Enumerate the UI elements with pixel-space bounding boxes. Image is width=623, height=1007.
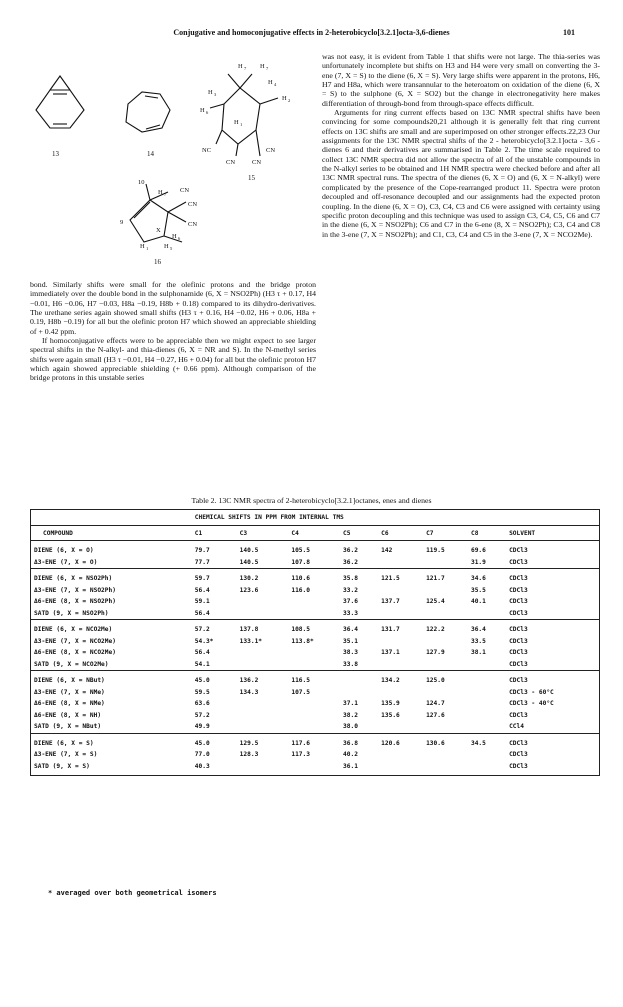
shift-cell: 119.5 [423,541,468,557]
shift-cell [237,596,289,608]
shift-cell: 31.9 [470,558,486,566]
compound-cell: Δ6-ENE (8, X = NH) [31,710,192,722]
shift-cell: 130.2 [237,569,289,585]
table-2 [30,509,600,776]
compound-cell: DIENE (6, X = NBut) [31,671,192,687]
label-16: 16 [154,258,161,266]
col-header: C6 [378,526,423,541]
shift-cell: 45.0 [192,671,237,687]
table-row [31,733,600,749]
shift-cell: 56.4 [194,586,210,594]
shift-cell: CDCl3 [506,557,599,569]
left-column [30,280,316,383]
label-cn1: CN [266,147,276,154]
col-header: SOLVENT [506,526,599,541]
shift-cell: CDCl3 - 60°C [506,687,599,699]
shift-cell: 125.4 [426,598,445,606]
shift-cell [423,659,468,671]
table-footnote: * averaged over both geometrical isomers [48,889,217,897]
shift-cell [288,608,340,620]
label-15: 15 [248,174,255,182]
shift-cell: 57.2 [194,711,210,719]
structure-15 [210,74,278,156]
shift-cell: 56.4 [194,649,210,657]
label-h7-sub: 7 [244,66,247,71]
shift-cell [468,749,506,761]
left-para-2: If homoconjugative effects were to be appreciable then we might expect to see larger spectral shifts in the N-alkyl- and thia-dienes (6, X = NR and S). In the N-methyl series shifts were again small (H3 τ −0.01, H4 −0.27, H6 + 0.04) for all but the olefinic proton H7 which again showed appreciable shielding (+ 0.66 ppm). Although comparison of the bridge protons in this unstable series [30,336,316,383]
table-row [31,557,600,569]
label-h5-sub: 5 [170,246,173,251]
shift-cell: 38.1 [470,649,486,657]
label-x16: X [156,227,161,234]
shift-cell: 116.0 [291,586,310,594]
label-h7b: H [260,63,265,70]
shift-cell: 49.9 [194,723,210,731]
shift-cell: 36.4 [340,620,378,636]
table-row [31,721,600,733]
label-h3-sub: 3 [214,92,217,97]
shift-cell [378,557,423,569]
shift-cell [378,608,423,620]
table-row [31,761,600,776]
shift-cell: CDCl3 [506,596,599,608]
shift-cell: 127.6 [426,711,445,719]
label-h4-sub: 4 [274,82,277,87]
shift-cell: 117.3 [291,751,310,759]
shift-cell [378,585,423,597]
shift-cell: 36.8 [340,733,378,749]
structures-figure [30,52,318,277]
label-h2: H [282,95,287,102]
shift-cell [423,585,468,597]
col-header: COMPOUND [31,526,192,541]
shift-cell: 45.0 [192,733,237,749]
shift-cell: 36.2 [340,541,378,557]
shift-cell: 33.5 [470,637,486,645]
compound-cell: DIENE (6, X = S) [31,733,192,749]
table-row [31,659,600,671]
shift-cell: CDCl3 [506,749,599,761]
shift-cell: 35.5 [470,586,486,594]
label-h1-sub: 1 [240,122,243,127]
shift-cell: 37.6 [343,598,358,606]
table-row [31,636,600,648]
shift-cell: 77.7 [194,558,210,566]
label-n10: 10 [138,179,145,186]
compound-cell: SATD (9, X = NSO2Ph) [31,608,192,620]
shift-cell [423,761,468,776]
shift-cell: CDCl3 [506,636,599,648]
shift-cell [378,749,423,761]
shift-cell [423,749,468,761]
label-nc1: NC [202,147,212,154]
shift-cell: 38.0 [343,723,358,731]
label-cn5: CN [188,201,198,208]
shift-cell: 40.2 [343,751,358,759]
shift-cell: 36.4 [468,620,506,636]
shift-cell: 40.1 [470,598,486,606]
shift-cell: 54.3* [194,637,214,645]
shift-cell [468,687,506,699]
shift-cell [340,671,378,687]
shift-cell: CDCl3 [506,647,599,659]
label-h7c-sub: 7 [164,192,167,197]
shift-cell: 128.3 [239,751,259,759]
shift-cell: 125.0 [423,671,468,687]
shift-cell [378,761,423,776]
col-header: C3 [237,526,289,541]
shift-cell: 34.6 [468,569,506,585]
shift-cell: 36.1 [340,761,378,776]
label-cn2: CN [226,159,236,166]
shift-cell: 105.5 [288,541,340,557]
shift-cell: 33.2 [343,586,358,594]
shift-cell: 142 [378,541,423,557]
label-h3: H [208,89,213,96]
table-row [31,647,600,659]
compound-cell: SATD (9, X = S) [31,761,192,776]
table-row [31,749,600,761]
shift-cell: 36.2 [343,558,358,566]
shift-cell: 59.1 [194,598,210,606]
table-banner: CHEMICAL SHIFTS IN PPM FROM INTERNAL TMS [192,510,600,526]
shift-cell [237,608,289,620]
shift-cell [423,636,468,648]
compound-cell: DIENE (6, X = O) [31,541,192,557]
shift-cell: 116.5 [288,671,340,687]
shift-cell: 107.5 [291,688,310,696]
shift-cell [378,687,423,699]
shift-cell: 79.7 [192,541,237,557]
table-row [31,698,600,710]
label-h2-sub: 2 [288,98,291,103]
shift-cell [423,721,468,733]
shift-cell [468,710,506,722]
col-header: C1 [192,526,237,541]
shift-cell: 59.5 [194,688,210,696]
compound-cell: Δ3-ENE (7, X = S) [31,749,192,761]
shift-cell: 59.7 [192,569,237,585]
shift-cell: 56.4 [194,609,210,617]
table-row [31,541,600,557]
shift-cell [423,687,468,699]
shift-cell [423,557,468,569]
shift-cell: 33.3 [343,609,358,617]
shift-cell: 121.5 [378,569,423,585]
page-number: 101 [563,28,575,37]
shift-cell [237,710,289,722]
shift-cell: 117.6 [288,733,340,749]
col-header: C8 [468,526,506,541]
compound-cell: Δ3-ENE (7, X = O) [31,557,192,569]
shift-cell: 134.3 [239,688,259,696]
shift-cell: 37.1 [343,700,358,708]
shift-cell: CDCl3 [506,608,599,620]
label-h6b-sub: 6 [178,236,181,241]
shift-cell: 131.7 [378,620,423,636]
label-h1: H [234,119,239,126]
shift-cell: 134.2 [378,671,423,687]
shift-cell: 54.1 [194,660,210,668]
compound-cell: Δ3-ENE (7, X = NCO2Me) [31,636,192,648]
label-13: 13 [52,150,59,158]
shift-cell: 57.2 [192,620,237,636]
col-header: C5 [340,526,378,541]
shift-cell: 137.8 [237,620,289,636]
shift-cell [288,721,340,733]
shift-cell: 136.2 [237,671,289,687]
running-title: Conjugative and homoconjugative effects in 2-heterobicyclo[3.2.1]octa-3,6-dienes [173,28,450,37]
shift-cell: CDCl3 [506,733,599,749]
compound-cell: DIENE (6, X = NSO2Ph) [31,569,192,585]
shift-cell: 127.9 [426,649,445,657]
label-h5: H [164,243,169,250]
shift-cell: 38.3 [343,649,358,657]
table-header-row [31,526,600,541]
label-h1b: H [140,243,145,250]
shift-cell [468,761,506,776]
shift-cell: 121.7 [423,569,468,585]
shift-cell: 129.5 [237,733,289,749]
compound-cell: Δ6-ENE (8, X = NCO2Me) [31,647,192,659]
label-h6b: H [172,233,177,240]
shift-cell: 33.8 [343,660,358,668]
shift-cell: 122.2 [423,620,468,636]
shift-cell: 108.5 [288,620,340,636]
shift-cell [423,608,468,620]
right-para-2: Arguments for ring current effects based on 13C NMR spectral shifts have been convincing for some compounds20,21 although it is generally felt that ring current effects on 13C shifts are small and are superimposed on other stronger effects.22,23 Our assignments for the 13C NMR spectral shifts of the 2 - heterobicyclo[3.2.1]octa - 3,6 - dienes 6 and their derivatives are summarised in Table 2. The time scale required to collect 13C NMR spectra did not allow the spectra of all of the unstable compounds in the N-alkyl series to be obtained and 1H NMR spectra were checked before and after all 13C NMR spectral runs. The spectra of the dienes (6, X = O) and (6, X = N-alkyl) were complicated by the presence of the Cope-rearranged product 11. Spectra were proton decoupled and off-resonance decoupled and our assignments had the expected proton coupling. In the diene (6, X = O), C3, C4, C3 and C6 were assigned with certainty using specific proton decoupling and this technique was used to assign C3, C4, C5, C6 and C7 in the diene (6, X = NSO2Ph); C6 and C7 in the 6-ene (8, X = NSO2Ph); C3, C4 and C8 in the 3-ene (7, X = NSO2Ph); and C1, C3, C4 and C5 in the 3-ene (7, X = NCO2Me). [322,108,600,239]
table-caption: Table 2. 13C NMR spectra of 2-heterobicyclo[3.2.1]octanes, enes and dienes [191,496,432,505]
shift-cell: 113.8* [291,637,314,645]
shift-cell: CDCl3 [506,620,599,636]
shift-cell: 137.7 [381,598,400,606]
shift-cell [468,698,506,710]
right-column [322,52,600,239]
compound-cell: DIENE (6, X = NCO2Me) [31,620,192,636]
col-header: C4 [288,526,340,541]
shift-cell [468,671,506,687]
shift-cell [237,659,289,671]
compound-cell: Δ3-ENE (7, X = NMe) [31,687,192,699]
shift-cell: 137.1 [381,649,400,657]
shift-cell: CDCl3 [506,671,599,687]
shift-cell [468,659,506,671]
shift-cell: 107.8 [291,558,310,566]
shift-cell: 130.6 [423,733,468,749]
label-h1b-sub: 1 [146,246,149,251]
label-cn4: CN [180,187,190,194]
compound-cell: Δ3-ENE (7, X = NSO2Ph) [31,585,192,597]
structures-svg [30,52,318,277]
table-row [31,620,600,636]
shift-cell [288,659,340,671]
label-n9: 9 [120,219,124,226]
shift-cell [378,721,423,733]
table-row [31,596,600,608]
table-row [31,687,600,699]
shift-cell: 77.0 [194,751,210,759]
structure-13 [36,76,84,128]
label-cn6: CN [188,221,198,228]
label-h6: H [200,107,205,114]
shift-cell: CDCl3 [506,659,599,671]
label-cn3: CN [252,159,262,166]
structure-14 [126,92,170,132]
shift-cell: 69.6 [468,541,506,557]
shift-cell: CDCl3 - 40°C [506,698,599,710]
shift-cell: 124.7 [426,700,445,708]
shift-cell [288,647,340,659]
shift-cell [288,596,340,608]
shift-cell [340,687,378,699]
shift-cell [288,710,340,722]
label-h7b-sub: 7 [266,66,269,71]
compound-cell: SATD (9, X = NCO2Me) [31,659,192,671]
compound-cell: Δ6-ENE (8, X = NMe) [31,698,192,710]
shift-cell: CDCl3 [506,710,599,722]
shift-cell [237,721,289,733]
shift-cell [288,761,340,776]
shift-cell: CDCl3 [506,541,599,557]
label-14: 14 [147,150,154,158]
compound-cell: SATD (9, X = NBut) [31,721,192,733]
shift-cell: 135.6 [381,711,400,719]
running-header [0,28,623,42]
shift-cell: 140.5 [239,558,259,566]
shift-cell [288,698,340,710]
table-row [31,585,600,597]
shift-cell: CDCl3 [506,585,599,597]
col-header: C7 [423,526,468,541]
table-row [31,569,600,585]
shift-cell: 135.9 [381,700,400,708]
shift-cell: 140.5 [237,541,289,557]
shift-cell: 35.1 [343,637,358,645]
label-h4: H [268,79,273,86]
table-row [31,710,600,722]
right-para-1: was not easy, it is evident from Table 1 that shifts were not large. The thia-series was unfortunately incomplete but shifts on H3 and H4 were very small on converting the 3-ene (7, X = S) to the diene (6, X = S). Very large shifts were apparent in the protons, H6, H7 and H8a, which were transannular to the heteroatom on oxidation of the diene (6, X = S) to the sulphone (6, X = SO2) but the change in electronegativity here makes differentiation of through-bond from through-space effects difficult. [322,52,600,108]
shift-cell [468,608,506,620]
shift-cell: CCl4 [506,721,599,733]
shift-cell [378,636,423,648]
shift-cell: 38.2 [343,711,358,719]
shift-cell [468,721,506,733]
shift-cell [378,659,423,671]
shift-cell: CDCl3 [506,569,599,585]
shift-cell: 133.1* [239,637,263,645]
shift-cell: 63.6 [194,700,210,708]
label-h6-sub: 6 [206,110,209,115]
shift-cell: 120.6 [378,733,423,749]
shift-cell: 123.6 [239,586,259,594]
shift-cell [237,647,289,659]
shift-cell: 34.5 [468,733,506,749]
compound-cell: Δ6-ENE (8, X = NSO2Ph) [31,596,192,608]
shift-cell: CDCl3 [506,761,599,776]
table-row [31,608,600,620]
shift-cell: 35.8 [340,569,378,585]
shift-cell: 110.6 [288,569,340,585]
shift-cell [237,698,289,710]
label-h7: H [238,63,243,70]
shift-cell: 40.3 [192,761,237,776]
label-h7c: H [158,189,163,196]
left-para-1: bond. Similarly shifts were small for the olefinic protons and the bridge proton immediately over the double bond in the sulphonamide (6, X = NSO2Ph) (H3 τ + 0.17, H4 −0.01, H6 −0.06, H7 −0.03, H8a −0.19, H8b + 0.18) compared to its dihydro-derivatives. The urethane series again showed small shifts (H3 τ + 0.16, H4 −0.02, H6 + 0.06, H8a + 0.19, H8b −0.19) for all but the olefinic proton H7 which showed an appreciable shielding of + 0.42 ppm. [30,280,316,336]
shift-cell [237,761,289,776]
table-row [31,671,600,687]
